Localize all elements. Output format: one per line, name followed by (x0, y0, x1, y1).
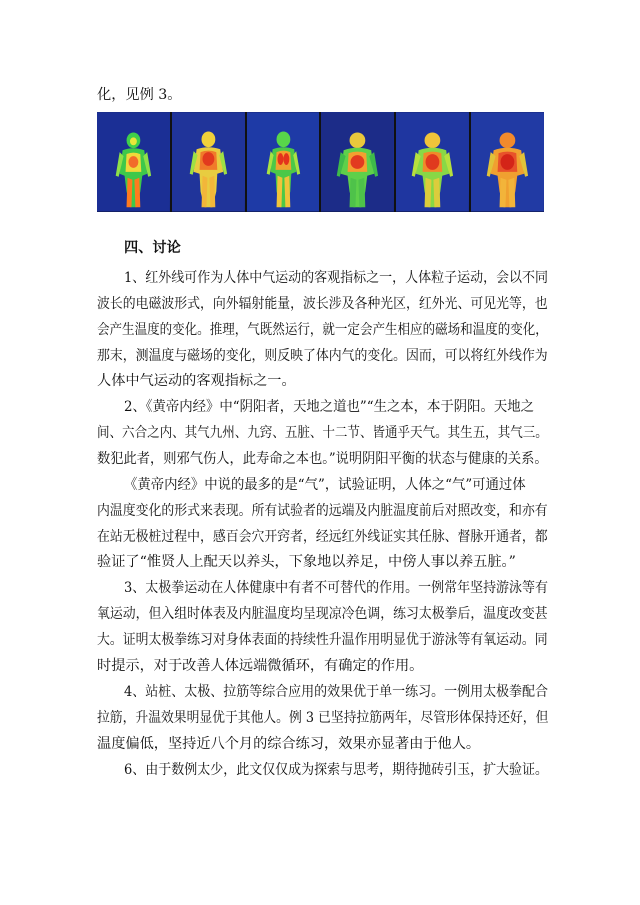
paragraph-line: 3、太极拳运动在人体健康中有者不可替代的作用。一例常年坚持游泳等有 (124, 580, 549, 596)
intro-line: 化，见例 3。 (97, 87, 182, 103)
paragraph-line: 人体中气运动的客观指标之一。 (97, 373, 296, 389)
thermal-image (396, 112, 469, 212)
section-heading: 四、讨论 (124, 240, 181, 256)
paragraph-line: 会产生温度的变化。推理，气既然运行，就一定会产生相应的磁场和温度的变化， (97, 322, 548, 338)
body-silhouette-icon (321, 112, 394, 212)
body-silhouette-icon (172, 112, 245, 212)
body-silhouette-icon (247, 112, 320, 212)
paragraph-line: 大。证明太极拳练习对身体表面的持续性升温作用明显优于游泳等有氧运动。同 (97, 632, 548, 648)
paragraph-line: 4、站桩、太极、拉筋等综合应用的效果优于单一练习。一例用太极拳配合 (124, 684, 549, 700)
paragraph-line: 内温度变化的形式来表现。所有试验者的远端及内脏温度前后对照改变，和亦有 (97, 503, 548, 519)
paragraph-line: 时提示，对于改善人体远端微循环，有确定的作用。 (97, 658, 424, 674)
thermal-image (172, 112, 245, 212)
thermal-image (471, 112, 544, 212)
body-silhouette-icon (471, 112, 544, 212)
body-silhouette-icon (97, 112, 170, 212)
paragraph-line: 拉筋，升温效果明显优于其他人。例 3 已坚持拉筋两年，尽管形体保持还好，但 (97, 710, 549, 726)
paragraph-line: 2、《黄帝内经》中“阴阳者，天地之道也”“生之本，本于阴阳。天地之 (124, 399, 534, 415)
paragraph-line: 那末，测温度与磁场的变化，则反映了体内气的变化。因而，可以将红外线作为 (97, 348, 548, 364)
paragraph-line: 6、由于数例太少，此文仅仅成为探索与思考，期待抛砖引玉，扩大验证。 (124, 762, 549, 778)
paragraph-line: 数犯此者，则邪气伤人，此寿命之本也。”说明阴阳平衡的状态与健康的关系。 (97, 451, 548, 467)
body-silhouette-icon (396, 112, 469, 212)
paragraph-line: 《黄帝内经》中说的最多的是“气”，试验证明，人体之“气”可通过体 (124, 477, 526, 493)
paragraph-line: 间、六合之内、其气九州、九窍、五脏、十二节、皆通乎天气。其生五，其气三。 (97, 425, 548, 441)
thermal-image (97, 112, 170, 212)
paragraph-line: 氧运动，但入组时体表及内脏温度均呈现凉冷色调，练习太极拳后，温度改变甚 (97, 606, 548, 622)
paragraph-line: 在站无极桩过程中，感百会穴开窍者，经远红外线证实其任脉、督脉开通者，都 (97, 529, 548, 545)
paragraph-line: 1、红外线可作为人体中气运动的客观指标之一，人体粒子运动，会以不同 (124, 270, 549, 286)
paragraph-line: 温度偏低，坚持近八个月的综合练习，效果亦显著由于他人。 (97, 736, 481, 752)
paragraph-line: 验证了“惟贤人上配天以养头，下象地以养足，中傍人事以养五脏。” (97, 554, 516, 570)
thermal-image-strip (97, 112, 544, 212)
paragraph-line: 波长的电磁波形式，向外辐射能量，波长涉及各种光区，红外光、可见光等，也 (97, 296, 548, 312)
thermal-image (321, 112, 394, 212)
thermal-image (247, 112, 320, 212)
